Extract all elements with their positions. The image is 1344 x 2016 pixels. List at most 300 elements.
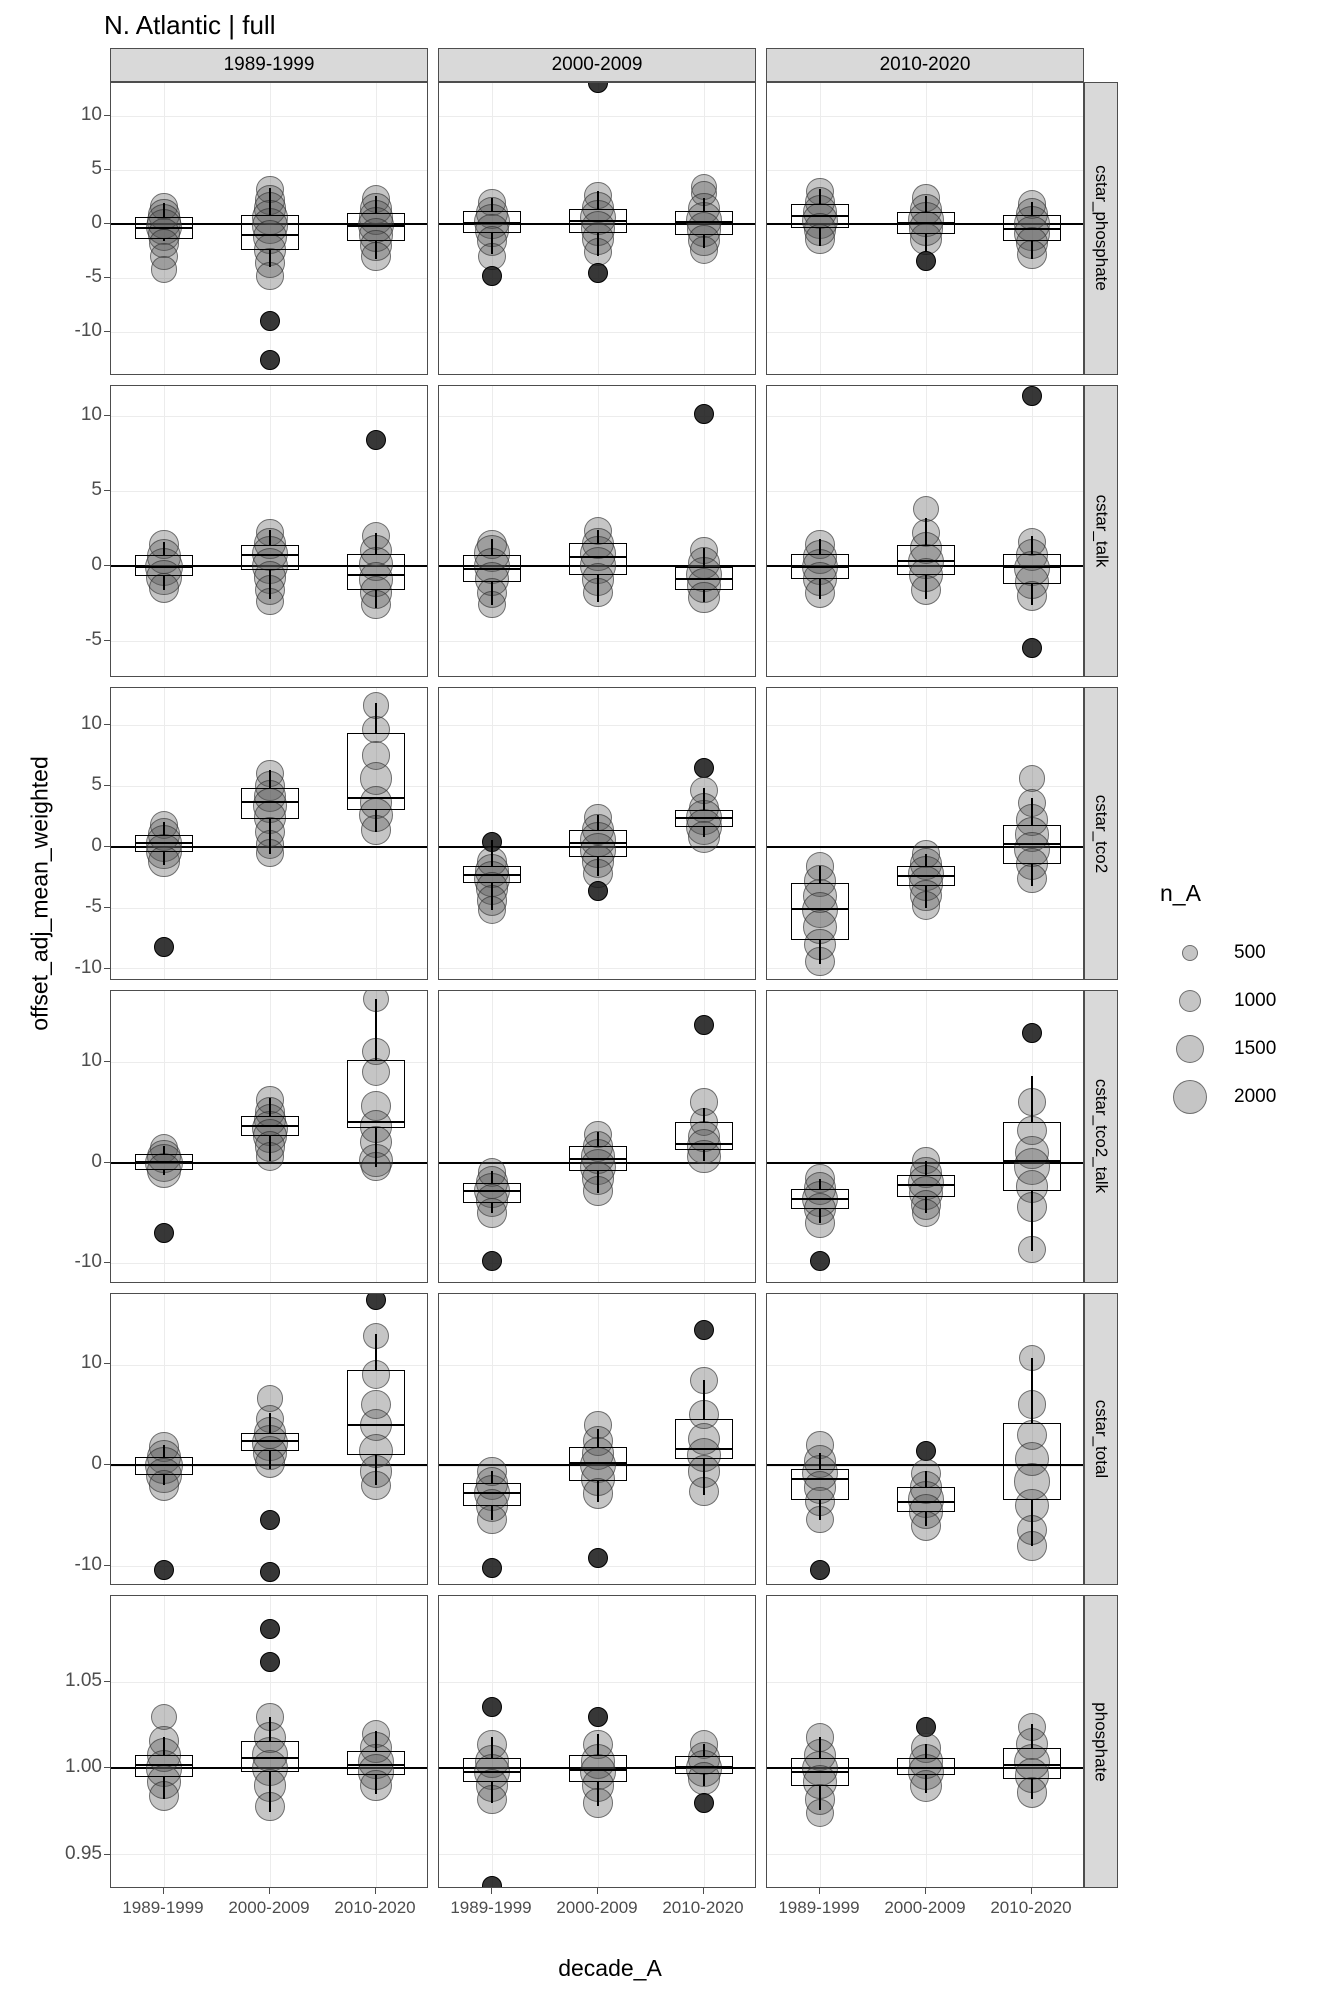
facet-col-strip-1 xyxy=(438,48,756,82)
whisker-upper xyxy=(375,196,377,213)
y-tick-mark xyxy=(104,565,110,566)
box xyxy=(241,788,299,818)
whisker-lower xyxy=(1031,864,1033,886)
box xyxy=(1003,554,1061,584)
whisker-upper xyxy=(597,1132,599,1146)
whisker-upper xyxy=(703,1744,705,1756)
vertical-gridline xyxy=(926,688,927,979)
y-tick-mark xyxy=(104,169,110,170)
y-tick-mark xyxy=(104,785,110,786)
y-tick-mark xyxy=(104,1262,110,1263)
facet-row-strip-5 xyxy=(1084,1595,1118,1888)
box xyxy=(463,1483,521,1505)
whisker-upper xyxy=(163,1146,165,1154)
y-tick-mark xyxy=(104,968,110,969)
whisker-lower xyxy=(925,234,927,252)
y-tick-label: -10 xyxy=(74,956,102,978)
box xyxy=(897,1175,955,1197)
whisker-lower xyxy=(163,1777,165,1799)
horizontal-gridline xyxy=(439,116,755,117)
horizontal-gridline xyxy=(111,332,427,333)
vertical-gridline xyxy=(492,1294,493,1585)
whisker-upper xyxy=(491,840,493,867)
x-tick-label: 2000-2009 xyxy=(228,1898,310,1917)
data-point xyxy=(482,1876,502,1888)
median-line xyxy=(675,221,733,223)
y-tick-label: 5 xyxy=(91,157,102,179)
horizontal-gridline xyxy=(767,278,1083,279)
x-tick-mark xyxy=(269,1888,270,1894)
median-line xyxy=(135,1161,193,1163)
whisker-lower xyxy=(375,590,377,608)
y-tick-mark xyxy=(104,1464,110,1465)
whisker-upper xyxy=(375,1731,377,1752)
median-line xyxy=(791,908,849,910)
median-line xyxy=(675,1143,733,1145)
whisker-lower xyxy=(163,1475,165,1485)
data-point xyxy=(260,1510,280,1530)
horizontal-gridline xyxy=(767,1682,1083,1683)
whisker-upper xyxy=(163,1445,165,1457)
panel-cstar_phosphate-2010-2020 xyxy=(766,82,1084,375)
box xyxy=(791,1469,849,1499)
data-point xyxy=(1022,386,1042,406)
whisker-upper xyxy=(703,198,705,211)
horizontal-gridline xyxy=(767,725,1083,726)
median-line xyxy=(241,1440,299,1442)
data-point xyxy=(260,1562,280,1582)
data-point xyxy=(151,256,177,282)
median-line xyxy=(897,875,955,877)
median-line xyxy=(897,560,955,562)
box xyxy=(675,211,733,235)
data-point xyxy=(260,311,280,331)
median-line xyxy=(241,1125,299,1127)
median-line xyxy=(463,874,521,876)
whisker-upper xyxy=(819,866,821,883)
horizontal-gridline xyxy=(439,170,755,171)
median-line xyxy=(1003,1160,1061,1162)
data-point xyxy=(588,881,608,901)
panel-cstar_phosphate-1989-1999 xyxy=(110,82,428,375)
facet-row-label: phosphate xyxy=(1092,1701,1111,1782)
y-tick-label: 10 xyxy=(80,103,102,125)
box xyxy=(569,543,627,575)
horizontal-gridline xyxy=(111,1682,427,1683)
box xyxy=(347,1370,405,1455)
whisker-lower xyxy=(491,1782,493,1803)
median-line xyxy=(897,222,955,224)
panel-phosphate-2010-2020 xyxy=(766,1595,1084,1888)
box xyxy=(1003,1122,1061,1191)
horizontal-gridline xyxy=(767,1062,1083,1063)
whisker-upper xyxy=(703,788,705,810)
median-line xyxy=(463,222,521,224)
panel-cstar_tco2_talk-2000-2009 xyxy=(438,990,756,1283)
legend xyxy=(1160,880,1330,1121)
data-point xyxy=(810,1251,830,1271)
data-point xyxy=(482,266,502,286)
y-tick-mark xyxy=(104,223,110,224)
y-tick-label: -5 xyxy=(85,266,102,288)
whisker-upper xyxy=(269,1717,271,1741)
horizontal-gridline xyxy=(111,116,427,117)
whisker-upper xyxy=(375,703,377,733)
legend-key xyxy=(1160,1080,1220,1114)
median-line xyxy=(463,1771,521,1773)
panel-cstar_tco2-1989-1999 xyxy=(110,687,428,980)
horizontal-gridline xyxy=(767,491,1083,492)
whisker-upper xyxy=(269,770,271,788)
data-point xyxy=(366,1293,386,1310)
y-tick-mark xyxy=(104,846,110,847)
panel-cstar_tco2-2010-2020 xyxy=(766,687,1084,980)
data-point xyxy=(694,1793,714,1813)
facet-row-strip-3 xyxy=(1084,990,1118,1283)
whisker-upper xyxy=(269,188,271,215)
whisker-upper xyxy=(269,530,271,545)
whisker-lower xyxy=(269,819,271,854)
median-line xyxy=(897,1184,955,1186)
median-line xyxy=(791,1198,849,1200)
data-point xyxy=(1022,1023,1042,1043)
whisker-upper xyxy=(925,196,927,212)
legend-item-3 xyxy=(1160,1073,1330,1121)
median-line xyxy=(791,1771,849,1773)
legend-bubble-icon xyxy=(1182,945,1198,961)
whisker-upper xyxy=(375,999,377,1060)
horizontal-gridline xyxy=(439,1854,755,1855)
horizontal-gridline xyxy=(439,641,755,642)
whisker-upper xyxy=(163,822,165,834)
whisker-upper xyxy=(819,1737,821,1758)
whisker-upper xyxy=(491,198,493,211)
whisker-lower xyxy=(703,1459,705,1495)
x-tick-mark xyxy=(703,1888,704,1894)
facet-row-label: cstar_phosphate xyxy=(1092,165,1112,292)
whisker-lower xyxy=(491,582,493,605)
whisker-lower xyxy=(597,1782,599,1806)
x-tick-label: 2010-2020 xyxy=(334,1898,416,1917)
legend-bubble-icon xyxy=(1173,1080,1207,1114)
whisker-lower xyxy=(163,239,165,241)
facet-col-strip-0 xyxy=(110,48,428,82)
facet-col-strip-2 xyxy=(766,48,1084,82)
y-tick-label: 0 xyxy=(91,211,102,233)
whisker-upper xyxy=(925,854,927,866)
horizontal-gridline xyxy=(111,908,427,909)
x-tick-label: 2010-2020 xyxy=(662,1898,744,1917)
y-tick-mark xyxy=(104,490,110,491)
y-tick-label: 10 xyxy=(80,712,102,734)
whisker-lower xyxy=(597,575,599,602)
median-line xyxy=(347,797,405,799)
whisker-upper xyxy=(269,1413,271,1433)
median-line xyxy=(347,574,405,576)
vertical-gridline xyxy=(704,386,705,677)
whisker-lower xyxy=(375,1128,377,1166)
whisker-upper xyxy=(375,533,377,554)
legend-bubble-icon xyxy=(1176,1035,1204,1063)
whisker-lower xyxy=(163,1170,165,1175)
y-tick-mark xyxy=(104,331,110,332)
legend-item-1 xyxy=(1160,977,1330,1025)
data-point xyxy=(694,1015,714,1035)
whisker-lower xyxy=(269,570,271,599)
facet-row-label: cstar_talk xyxy=(1092,494,1111,568)
whisker-lower xyxy=(1031,1500,1033,1546)
whisker-lower xyxy=(375,1775,377,1794)
panel-cstar_total-1989-1999 xyxy=(110,1293,428,1586)
horizontal-gridline xyxy=(439,968,755,969)
whisker-upper xyxy=(703,1108,705,1122)
whisker-upper xyxy=(925,518,927,545)
y-tick-mark xyxy=(104,1061,110,1062)
whisker-upper xyxy=(491,1471,493,1483)
legend-key xyxy=(1160,1035,1220,1063)
median-line xyxy=(569,1462,627,1464)
whisker-upper xyxy=(597,530,599,544)
data-point xyxy=(588,82,608,93)
whisker-lower xyxy=(597,1481,599,1501)
median-line xyxy=(463,1190,521,1192)
whisker-lower xyxy=(1031,1191,1033,1252)
whisker-lower xyxy=(819,1209,821,1223)
whisker-upper xyxy=(375,1334,377,1370)
whisker-upper xyxy=(491,1737,493,1758)
y-tick-label: 1.05 xyxy=(65,1670,102,1692)
whisker-lower xyxy=(163,576,165,590)
panel-cstar_tco2_talk-1989-1999 xyxy=(110,990,428,1283)
whisker-upper xyxy=(597,815,599,830)
median-line xyxy=(897,1501,955,1503)
data-point xyxy=(260,1652,280,1672)
whisker-upper xyxy=(1031,202,1033,215)
y-tick-label: 0 xyxy=(91,834,102,856)
horizontal-gridline xyxy=(111,491,427,492)
box xyxy=(897,1487,955,1511)
whisker-upper xyxy=(1031,1724,1033,1748)
whisker-lower xyxy=(925,1197,927,1213)
median-line xyxy=(675,578,733,580)
panel-cstar_talk-2000-2009 xyxy=(438,385,756,678)
data-point xyxy=(588,1707,608,1727)
whisker-upper xyxy=(819,189,821,204)
y-tick-mark xyxy=(104,115,110,116)
median-line xyxy=(241,554,299,556)
page-title: N. Atlantic | full xyxy=(104,10,276,40)
data-point xyxy=(588,1548,608,1568)
whisker-upper xyxy=(925,1744,927,1758)
y-tick-label: 10 xyxy=(80,1049,102,1071)
box xyxy=(241,545,299,571)
horizontal-gridline xyxy=(439,1062,755,1063)
y-tick-label: -10 xyxy=(74,1554,102,1576)
x-tick-mark xyxy=(925,1888,926,1894)
median-line xyxy=(135,1764,193,1766)
legend-label: 2000 xyxy=(1234,1086,1277,1107)
whisker-upper xyxy=(925,1161,927,1175)
median-line xyxy=(675,817,733,819)
whisker-lower xyxy=(491,883,493,910)
y-tick-mark xyxy=(104,415,110,416)
median-line xyxy=(791,215,849,217)
median-line xyxy=(135,1464,193,1466)
panel-phosphate-2000-2009 xyxy=(438,1595,756,1888)
panel-cstar_total-2010-2020 xyxy=(766,1293,1084,1586)
data-point xyxy=(366,430,386,450)
whisker-upper xyxy=(1031,1076,1033,1122)
x-tick-mark xyxy=(163,1888,164,1894)
legend-item-2 xyxy=(1160,1025,1330,1073)
box xyxy=(347,554,405,590)
median-line xyxy=(241,801,299,803)
box xyxy=(241,215,299,250)
data-point xyxy=(916,251,936,271)
horizontal-gridline xyxy=(111,968,427,969)
x-tick-label: 1989-1999 xyxy=(778,1898,860,1917)
legend-label: 1500 xyxy=(1234,1038,1277,1059)
facet-row-strip-0 xyxy=(1084,82,1118,375)
whisker-lower xyxy=(819,228,821,245)
y-tick-mark xyxy=(104,1565,110,1566)
whisker-upper xyxy=(597,191,599,208)
median-line xyxy=(241,234,299,236)
median-line xyxy=(135,842,193,844)
horizontal-gridline xyxy=(111,1854,427,1855)
y-tick-label: 0 xyxy=(91,553,102,575)
y-tick-mark xyxy=(104,907,110,908)
horizontal-gridline xyxy=(767,116,1083,117)
median-line xyxy=(1003,1464,1061,1466)
x-tick-mark xyxy=(597,1888,598,1894)
panel-cstar_talk-2010-2020 xyxy=(766,385,1084,678)
box xyxy=(347,213,405,241)
whisker-lower xyxy=(269,250,271,267)
whisker-lower xyxy=(819,940,821,964)
whisker-upper xyxy=(163,203,165,217)
x-tick-label: 1989-1999 xyxy=(122,1898,204,1917)
whisker-lower xyxy=(925,886,927,908)
horizontal-gridline xyxy=(111,1263,427,1264)
box xyxy=(569,1447,627,1481)
data-point xyxy=(1022,638,1042,658)
y-tick-mark xyxy=(104,724,110,725)
whisker-upper xyxy=(597,1734,599,1755)
y-tick-label: -10 xyxy=(74,320,102,342)
whisker-upper xyxy=(1031,798,1033,825)
horizontal-gridline xyxy=(111,170,427,171)
y-tick-label: 5 xyxy=(91,478,102,500)
median-line xyxy=(347,1121,405,1123)
whisker-lower xyxy=(1031,241,1033,258)
data-point xyxy=(694,1320,714,1340)
median-line xyxy=(897,1767,955,1769)
whisker-lower xyxy=(1031,1779,1033,1800)
whisker-lower xyxy=(703,827,705,837)
whisker-lower xyxy=(703,590,705,602)
facet-row-label: cstar_tco2 xyxy=(1092,794,1111,873)
median-line xyxy=(135,566,193,568)
median-line xyxy=(347,1764,405,1766)
whisker-lower xyxy=(819,579,821,599)
y-tick-label: 10 xyxy=(80,1352,102,1374)
whisker-lower xyxy=(491,233,493,255)
median-line xyxy=(569,556,627,558)
whisker-upper xyxy=(163,1737,165,1754)
whisker-lower xyxy=(925,1775,927,1792)
horizontal-gridline xyxy=(767,1854,1083,1855)
y-tick-mark xyxy=(104,1767,110,1768)
data-point xyxy=(1019,765,1045,791)
median-line xyxy=(569,1158,627,1160)
data-point xyxy=(154,1560,174,1580)
whisker-upper xyxy=(703,1380,705,1418)
box xyxy=(1003,1423,1061,1500)
facet-row-strip-4 xyxy=(1084,1293,1118,1586)
facet-col-label: 1989-1999 xyxy=(223,54,315,75)
whisker-upper xyxy=(163,542,165,556)
y-tick-mark xyxy=(104,640,110,641)
facet-row-label: cstar_tco2_talk xyxy=(1092,1079,1111,1194)
median-line xyxy=(675,1448,733,1450)
y-tick-label: -5 xyxy=(85,628,102,650)
whisker-lower xyxy=(269,1772,271,1812)
vertical-gridline xyxy=(492,991,493,1282)
whisker-upper xyxy=(597,1429,599,1447)
whisker-lower xyxy=(1031,584,1033,605)
whisker-lower xyxy=(163,852,165,865)
x-tick-mark xyxy=(491,1888,492,1894)
median-line xyxy=(347,1424,405,1426)
horizontal-gridline xyxy=(767,332,1083,333)
box xyxy=(463,1183,521,1203)
median-line xyxy=(675,1766,733,1768)
y-tick-label: 0.95 xyxy=(65,1842,102,1864)
horizontal-gridline xyxy=(439,332,755,333)
whisker-upper xyxy=(491,1171,493,1183)
horizontal-gridline xyxy=(111,641,427,642)
box xyxy=(135,1457,193,1475)
facet-col-label: 2000-2009 xyxy=(551,54,643,75)
whisker-lower xyxy=(491,1203,493,1213)
legend-title: n_A xyxy=(1160,880,1201,906)
data-point xyxy=(482,1697,502,1717)
median-line xyxy=(1003,1764,1061,1766)
legend-key xyxy=(1160,990,1220,1012)
whisker-lower xyxy=(375,810,377,832)
whisker-lower xyxy=(819,1500,821,1520)
horizontal-gridline xyxy=(439,725,755,726)
y-tick-label: 0 xyxy=(91,1150,102,1172)
facet-row-strip-1 xyxy=(1084,385,1118,678)
panel-cstar_total-2000-2009 xyxy=(438,1293,756,1586)
vertical-gridline xyxy=(926,991,927,1282)
y-tick-label: -10 xyxy=(74,1251,102,1273)
whisker-lower xyxy=(375,1455,377,1485)
whisker-lower xyxy=(491,1506,493,1520)
whisker-lower xyxy=(703,1774,705,1786)
x-tick-mark xyxy=(819,1888,820,1894)
whisker-lower xyxy=(597,857,599,877)
box xyxy=(675,1122,733,1150)
horizontal-gridline xyxy=(767,416,1083,417)
whisker-lower xyxy=(597,233,599,257)
y-tick-mark xyxy=(104,1162,110,1163)
whisker-upper xyxy=(491,539,493,556)
vertical-gridline xyxy=(820,991,821,1282)
whisker-lower xyxy=(597,1171,599,1193)
